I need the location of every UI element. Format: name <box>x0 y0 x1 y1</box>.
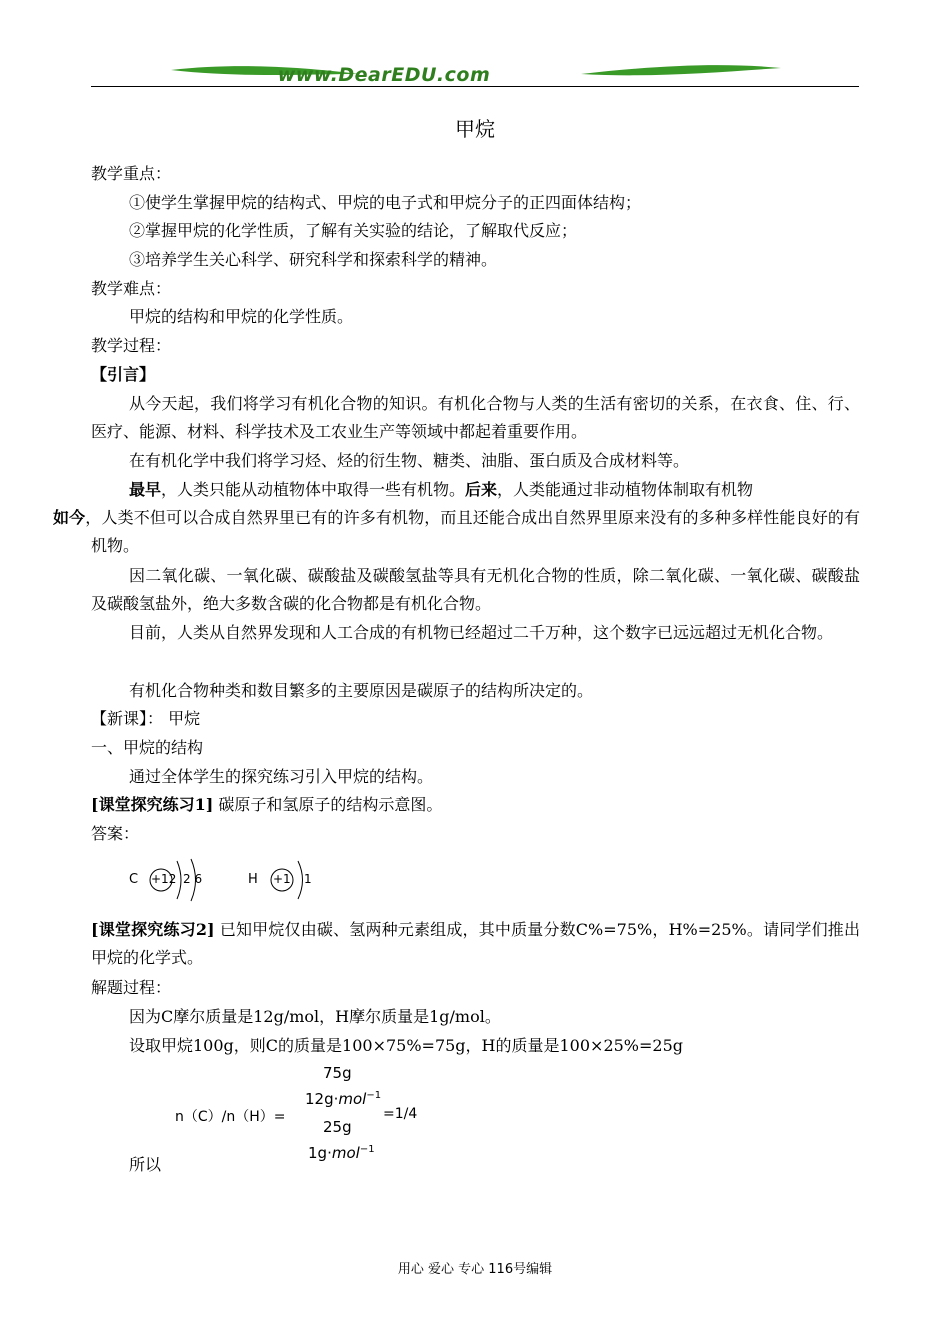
part1-heading: 一、甲烷的结构 <box>91 738 204 757</box>
solution-label: 解题过程： <box>91 978 172 997</box>
carbon-symbol: C <box>129 872 139 887</box>
header-rule <box>91 86 859 87</box>
formula-lhs: n（C）/n（H）= <box>175 1109 286 1125</box>
hydrogen-nucleus: +1 <box>273 872 291 886</box>
focus-item-2: ②掌握甲烷的化学性质，了解有关实验的结论，了解取代反应； <box>129 221 578 240</box>
intro-paragraph-2: 在有机化学中我们将学习烃、烃的衍生物、糖类、油脂、蛋白质及合成材料等。 <box>129 451 690 470</box>
hydrogen-shell-electrons: 1 <box>304 872 312 886</box>
focus-item-3: ③培养学生关心科学、研究科学和探索科学的精神。 <box>129 250 498 269</box>
emphasis-earliest: 最早 <box>129 480 162 499</box>
solution-step-1: 因为C摩尔质量是12g/mol，H摩尔质量是1g/mol。 <box>129 1007 501 1026</box>
intro-paragraph-4: 因二氧化碳、一氧化碳、碳酸盐及碳酸氢盐等具有无机化合物的性质，除二氧化碳、一氧化碳、碳酸盐及碳酸氢盐外，绝大多数含碳的化合物都是有机化合物。 <box>91 566 860 613</box>
therefore-label: 所以 <box>129 1155 162 1174</box>
exercise-2: [课堂探究练习2] 已知甲烷仅由碳、氢两种元素组成，其中质量分数C%=75%，H%=25%。请同学们推出甲烷的化学式。 <box>91 920 860 967</box>
formula-denominator-top: 25g <box>323 1118 352 1136</box>
intro-tag: 【引言】 <box>91 365 156 384</box>
solution-step-2: 设取甲烷100g，则C的质量是100×75%=75g，H的质量是100×25%=25g <box>129 1036 684 1055</box>
carbon-atom-diagram <box>125 855 220 905</box>
part1-paragraph: 通过全体学生的探究练习引入甲烷的结构。 <box>129 767 434 786</box>
emphasis-later: 后来 <box>465 480 498 499</box>
carbon-shell-electrons: 2 6 <box>183 872 203 886</box>
new-lesson-heading: 【新课】： 甲烷 <box>91 709 201 728</box>
exercise-2-tag: [课堂探究练习2] <box>91 920 215 939</box>
answer-label: 答案： <box>91 824 140 843</box>
carbon-nucleus: +12 <box>151 872 177 886</box>
focus-item-1: ①使学生掌握甲烷的结构式、甲烷的电子式和甲烷分子的正四面体结构； <box>129 193 642 212</box>
page-footer: 用心 爱心 专心 116号编辑 <box>397 1262 553 1277</box>
site-logo-text[interactable]: www.DearEDU.com <box>277 64 491 86</box>
intro-paragraph-3: 最早，人类只能从动植物体中取得一些有机物。后来，人类能通过非动植物体制取有机物 如今，人类不但可以合成自然界里已有的许多有机物，而且还能合成出自然界里原来没有的多种多样性能良好的有机物。 <box>53 480 860 555</box>
intro-paragraph-5: 目前，人类从自然界发现和人工合成的有机物已经超过二千万种，这个数字已远远超过无机化合物。 <box>129 623 834 642</box>
difficulty-heading: 教学难点： <box>91 279 172 298</box>
mole-ratio-formula <box>175 1062 445 1172</box>
formula-denominator-bottom: 1g·mol$^{-1}$ <box>308 1144 375 1162</box>
formula-numerator-top: 75g <box>323 1064 352 1082</box>
formula-rhs: =1/4 <box>383 1106 418 1122</box>
process-heading: 教学过程： <box>91 336 172 355</box>
intro-paragraph-6: 有机化合物种类和数目繁多的主要原因是碳原子的结构所决定的。 <box>129 681 594 700</box>
difficulty-item-1: 甲烷的结构和甲烷的化学性质。 <box>129 307 354 326</box>
formula-numerator-bottom: 12g·mol$^{-1}$ <box>305 1090 382 1108</box>
page-title: 甲烷 <box>455 117 495 141</box>
intro-paragraph-1: 从今天起，我们将学习有机化合物的知识。有机化合物与人类的生活有密切的关系，在衣食、住、行、医疗、能源、材料、科学技术及工农业生产等领域中都起着重要作用。 <box>91 394 860 441</box>
hydrogen-atom-diagram <box>244 855 324 905</box>
hydrogen-symbol: H <box>248 872 258 887</box>
exercise-1: [课堂探究练习1] 碳原子和氢原子的结构示意图。 <box>91 795 443 814</box>
focus-heading: 教学重点： <box>91 164 172 183</box>
emphasis-now: 如今 <box>53 508 86 527</box>
exercise-1-tag: [课堂探究练习1] <box>91 795 214 814</box>
